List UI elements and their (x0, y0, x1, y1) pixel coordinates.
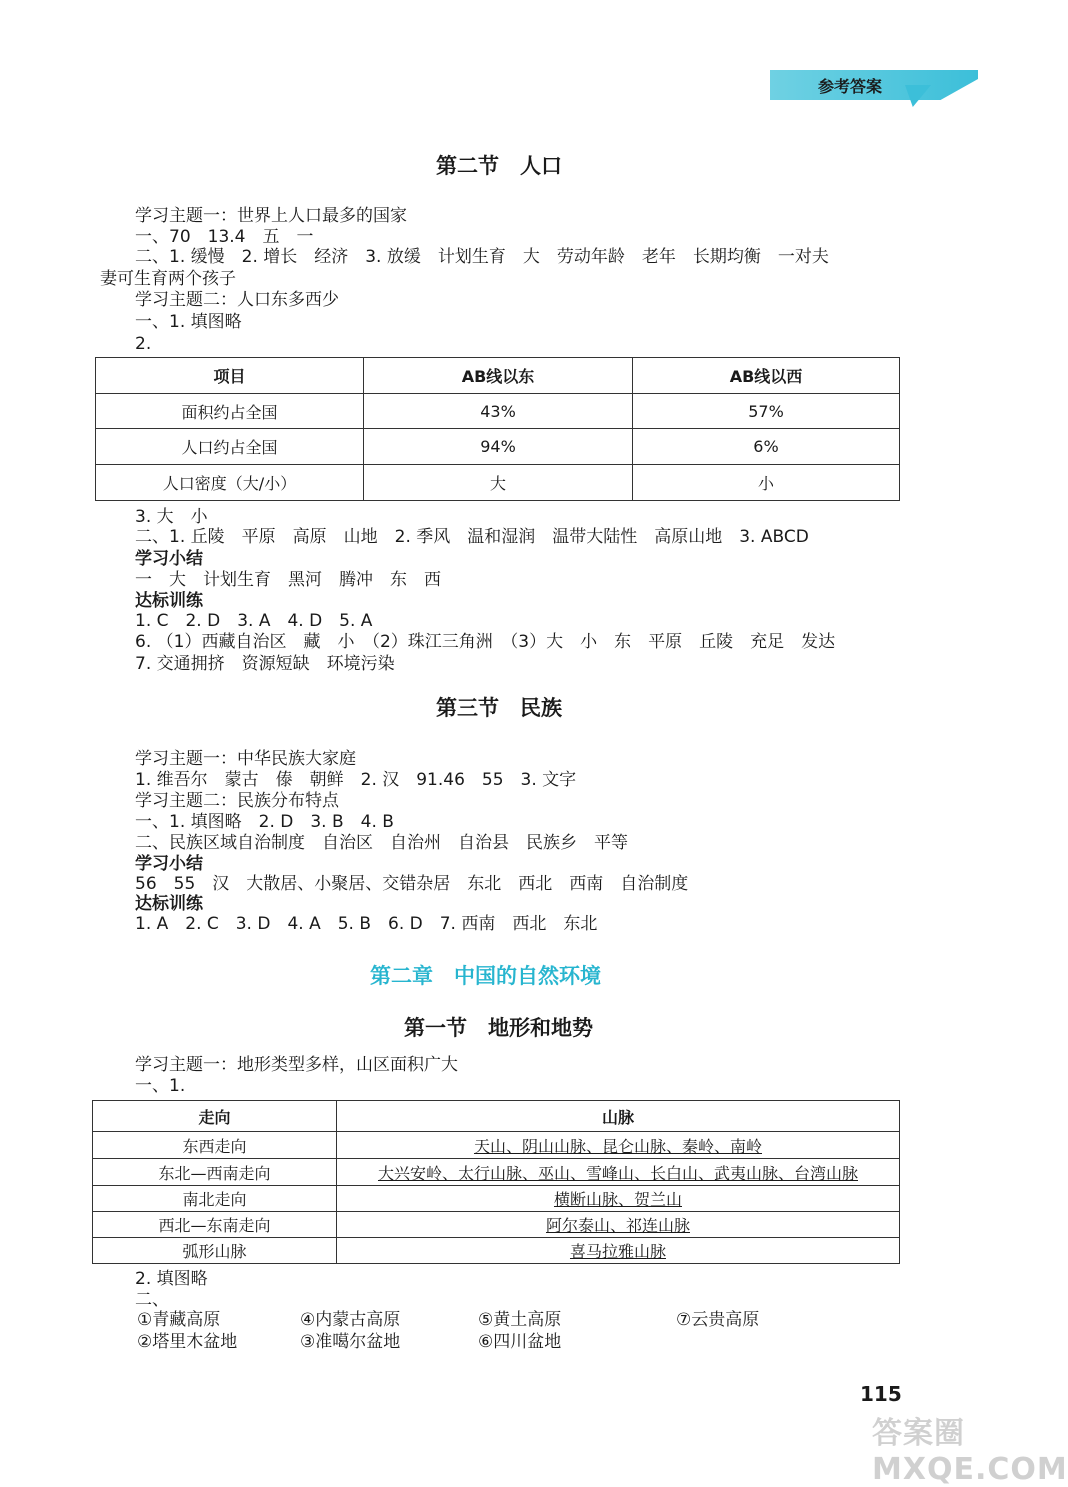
training-label: 达标训练 (135, 591, 203, 611)
text-line: 妻可生育两个孩子 (100, 269, 236, 289)
table-cell: 面积约占全国 (96, 394, 364, 429)
text-line: 二、1. 缓慢 2. 增长 经济 3. 放缓 计划生育 大 劳动年龄 老年 长期均衡 一对夫 (135, 247, 829, 267)
text-line: 学习主题二：民族分布特点 (135, 791, 339, 811)
table-cell: 弧形山脉 (93, 1238, 337, 1264)
section-title-terrain: 第一节 地形和地势 (404, 1016, 593, 1040)
table-header: 走向 (93, 1101, 337, 1132)
text-line: 7. 交通拥挤 资源短缺 环境污染 (135, 654, 395, 674)
grid-item: ⑦云贵高原 (676, 1310, 760, 1330)
table-cell: 东北—西南走向 (93, 1159, 337, 1186)
text-line: 学习主题一：中华民族大家庭 (135, 749, 356, 769)
table-cell: 人口约占全国 (96, 429, 364, 465)
text-line: 二、1. 丘陵 平原 高原 山地 2. 季风 温和湿润 温带大陆性 高原山地 3. ABCD (135, 527, 809, 547)
table-cell: 大 (364, 465, 633, 501)
text-line: 二、民族区域自治制度 自治区 自治州 自治县 民族乡 平等 (135, 833, 628, 853)
population-table (95, 357, 900, 501)
section-title-ethnic: 第三节 民族 (436, 696, 562, 720)
text-line: 学习主题一：地形类型多样，山区面积广大 (135, 1055, 458, 1075)
table-cell: 天山、阴山山脉、昆仑山脉、秦岭、南岭 (337, 1132, 900, 1159)
table-cell: 西北—东南走向 (93, 1212, 337, 1238)
table-cell: 东西走向 (93, 1132, 337, 1159)
text-line: 6. （1）西藏自治区 藏 小 （2）珠江三角洲 （3）大 小 东 平原 丘陵 充足 发达 (135, 632, 836, 652)
grid-item: ①青藏高原 (137, 1310, 221, 1330)
table-header: 项目 (96, 358, 364, 394)
summary-label: 学习小结 (135, 549, 203, 569)
grid-item: ②塔里木盆地 (137, 1332, 238, 1352)
text-line: 2. (135, 334, 152, 354)
table-header: 山脉 (337, 1101, 900, 1132)
page-number: 115 (860, 1382, 902, 1406)
table-cell: 小 (633, 465, 900, 501)
text-line: 2. 填图略 (135, 1269, 208, 1289)
table-cell: 43% (364, 394, 633, 429)
table-cell: 6% (633, 429, 900, 465)
table-cell: 阿尔泰山、祁连山脉 (337, 1212, 900, 1238)
table-cell: 喜马拉雅山脉 (337, 1238, 900, 1264)
text-line: 一、1. 填图略 (135, 312, 242, 332)
text-line: 一、70 13.4 五 一 (135, 227, 314, 247)
text-line: 3. 大 小 (135, 507, 208, 527)
text-line: 56 55 汉 大散居、小聚居、交错杂居 东北 西北 西南 自治制度 (135, 874, 689, 894)
training-label: 达标训练 (135, 894, 203, 914)
mountains-table (92, 1100, 900, 1264)
section-title-population: 第二节 人口 (436, 154, 562, 178)
watermark: 答案圈 MXQE.COM (872, 1416, 1068, 1487)
table-header: AB线以东 (364, 358, 633, 394)
text-line: 学习主题一：世界上人口最多的国家 (135, 206, 407, 226)
summary-label: 学习小结 (135, 854, 203, 874)
text-line: 1. 维吾尔 蒙古 傣 朝鲜 2. 汉 91.46 55 3. 文字 (135, 770, 577, 790)
text-line: 1. A 2. C 3. D 4. A 5. B 6. D 7. 西南 西北 东北 (135, 914, 598, 934)
table-header: AB线以西 (633, 358, 900, 394)
table-cell: 57% (633, 394, 900, 429)
grid-item: ④内蒙古高原 (300, 1310, 401, 1330)
text-line: 二、 (135, 1290, 169, 1310)
text-line: 一 大 计划生育 黑河 腾冲 东 西 (135, 570, 441, 590)
grid-item: ③准噶尔盆地 (300, 1332, 401, 1352)
text-line: 1. C 2. D 3. A 4. D 5. A (135, 611, 373, 631)
grid-item: ⑤黄土高原 (478, 1310, 562, 1330)
table-cell: 大兴安岭、太行山脉、巫山、雪峰山、长白山、武夷山脉、台湾山脉 (337, 1159, 900, 1186)
text-line: 一、1. 填图略 2. D 3. B 4. B (135, 812, 394, 832)
table-cell: 人口密度（大/小） (96, 465, 364, 501)
chapter-title: 第二章 中国的自然环境 (370, 964, 601, 988)
grid-item: ⑥四川盆地 (478, 1332, 562, 1352)
text-line: 学习主题二：人口东多西少 (135, 290, 339, 310)
table-cell: 南北走向 (93, 1186, 337, 1212)
table-cell: 横断山脉、贺兰山 (337, 1186, 900, 1212)
table-cell: 94% (364, 429, 633, 465)
header-tab-label: 参考答案 (818, 77, 883, 96)
text-line: 一、1. (135, 1076, 186, 1096)
